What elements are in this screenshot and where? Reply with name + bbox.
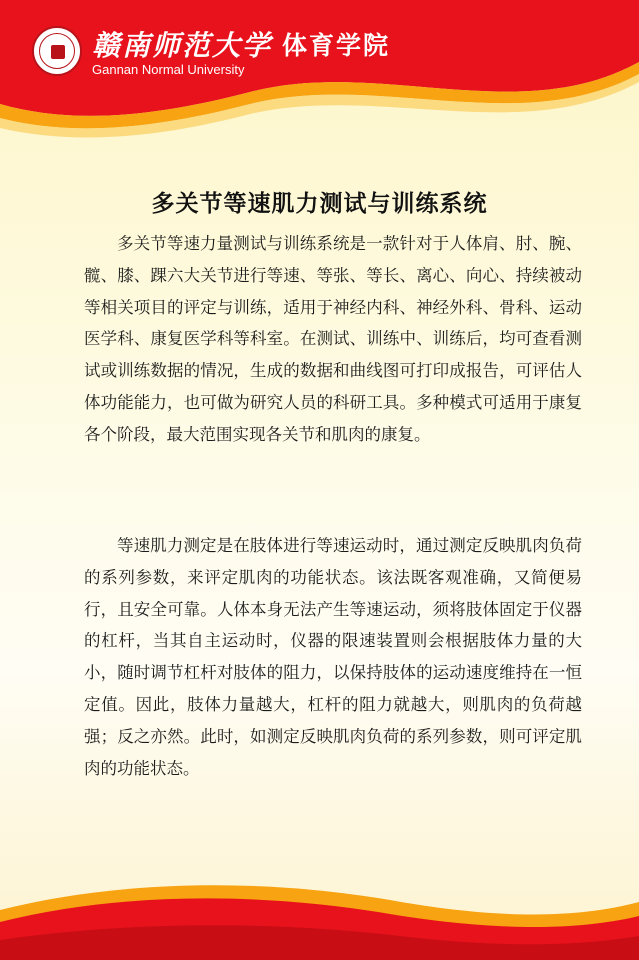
university-name-cn: 赣南师范大学 (92, 29, 273, 62)
page-title: 多关节等速肌力测试与训练系统 (151, 191, 488, 218)
university-seal-icon (32, 26, 82, 76)
university-name-en: Gannan Normal University (92, 62, 245, 77)
body-paragraph-2: 等速肌力测定是在肢体进行等速运动时，通过测定反映肌肉负荷的系列参数，来评定肌肉的功能状态。该法既客观准确，又简便易行，且安全可靠。人体本身无法产生等速运动，须将肢体固定于仪器的杠杆，当其自主运动时，仪器的限速装置则会根据肢体力量的大小，随时调节杠杆对肢体的阻力，以保持肢体的运动速度维持在一恒定值。因此，肢体力量越大，杠杆的阻力就越大，则肌肉的负荷越强；反之亦然。此时，如测定反映肌肉负荷的系列参数，则可评定肌肉的功能状态。 (84, 536, 582, 778)
college-name-cn: 体育学院 (282, 31, 391, 60)
footer-wave-banner (0, 870, 639, 960)
body-paragraph-1: 多关节等速力量测试与训练系统是一款针对于人体肩、肘、腕、髋、膝、踝六大关节进行等速、等张、等长、离心、向心、持续被动等相关项目的评定与训练，适用于神经内科、神经外科、骨科、运动医学科、康复医学科等科室。在测试、训练中、训练后，均可查看测试或训练数据的情况，生成的数据和曲线图可打印成报告，可评估人体功能能力，也可做为研究人员的科研工具。多种模式可适用于康复各个阶段，最大范围实现各关节和肌肉的康复。 (84, 234, 582, 444)
